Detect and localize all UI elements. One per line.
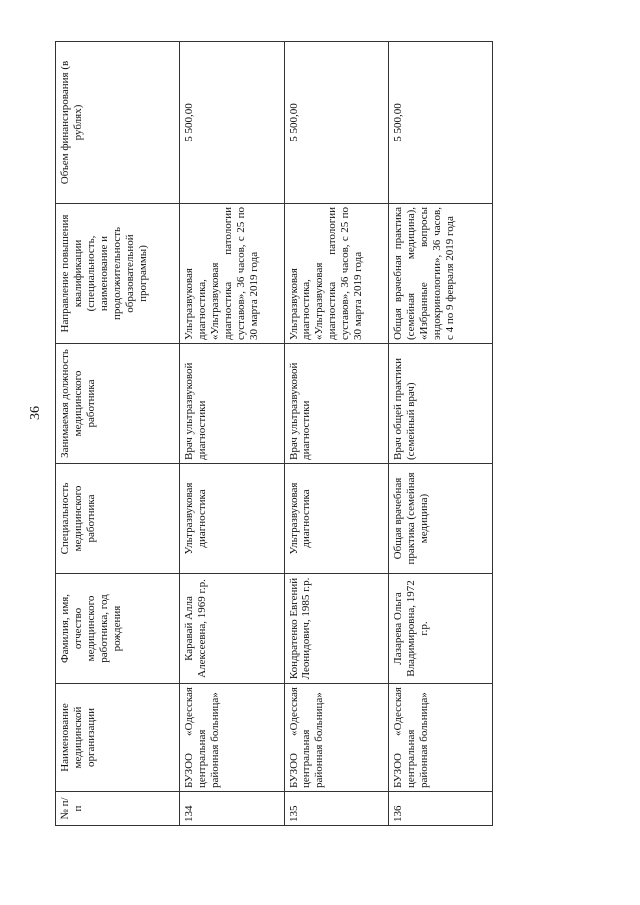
cell-position: Врач общей практики (семейный врач) bbox=[388, 344, 492, 464]
cell-training: Ультразвуковая диагностика, «Ультразвуковая диагностика патологии суставов», 36 часов, с 25 по 30 марта 2019 года bbox=[180, 204, 284, 344]
header-amount: Объем финансирования (в рублях) bbox=[56, 42, 180, 204]
cell-name: Лазарева Ольга Владимировна, 1972 г.р. bbox=[388, 574, 492, 684]
cell-specialty: Ультразвуковая диагностика bbox=[284, 464, 388, 574]
cell-amount: 5 500,00 bbox=[388, 42, 492, 204]
header-org: Наименование медицинской организации bbox=[56, 684, 180, 792]
cell-amount: 5 500,00 bbox=[284, 42, 388, 204]
cell-position: Врач ультразвуковой диагностики bbox=[284, 344, 388, 464]
table-row bbox=[388, 42, 492, 826]
header-num: № п/п bbox=[56, 792, 180, 826]
table-row bbox=[180, 42, 284, 826]
cell-specialty: Общая врачебная практика (семейная медицина) bbox=[388, 464, 492, 574]
page-number: 36 bbox=[28, 406, 43, 420]
table-header-row bbox=[56, 42, 180, 826]
training-table bbox=[55, 41, 493, 826]
cell-training: Общая врачебная практика (семейная медицина), «Избранные вопросы эндокринологии», 36 часов, с 4 по 9 февраля 2019 года bbox=[388, 204, 492, 344]
cell-num: 135 bbox=[284, 792, 388, 826]
cell-num: 136 bbox=[388, 792, 492, 826]
header-specialty: Специальность медицинского работника bbox=[56, 464, 180, 574]
header-name: Фамилия, имя, отчество медицинского работника, год рождения bbox=[56, 574, 180, 684]
cell-org: БУЗОО «Одесская центральная районная больница» bbox=[388, 684, 492, 792]
cell-training: Ультразвуковая диагностика, «Ультразвуковая диагностика патологии суставов», 36 часов, с 25 по 30 марта 2019 года bbox=[284, 204, 388, 344]
cell-name: Каравай Алла Алексеевна, 1969 г.р. bbox=[180, 574, 284, 684]
cell-org: БУЗОО «Одесская центральная районная больница» bbox=[284, 684, 388, 792]
cell-org: БУЗОО «Одесская центральная районная больница» bbox=[180, 684, 284, 792]
cell-amount: 5 500,00 bbox=[180, 42, 284, 204]
header-training: Направление повышения квалификации (специальность, наименование и продолжительность образовательной программы) bbox=[56, 204, 180, 344]
table-row bbox=[284, 42, 388, 826]
header-position: Занимаемая должность медицинского работника bbox=[56, 344, 180, 464]
cell-specialty: Ультразвуковая диагностика bbox=[180, 464, 284, 574]
cell-num: 134 bbox=[180, 792, 284, 826]
cell-position: Врач ультразвуковой диагностики bbox=[180, 344, 284, 464]
cell-name: Кондратенко Евгений Леонидович, 1985 г.р. bbox=[284, 574, 388, 684]
document-table-container bbox=[55, 42, 493, 826]
